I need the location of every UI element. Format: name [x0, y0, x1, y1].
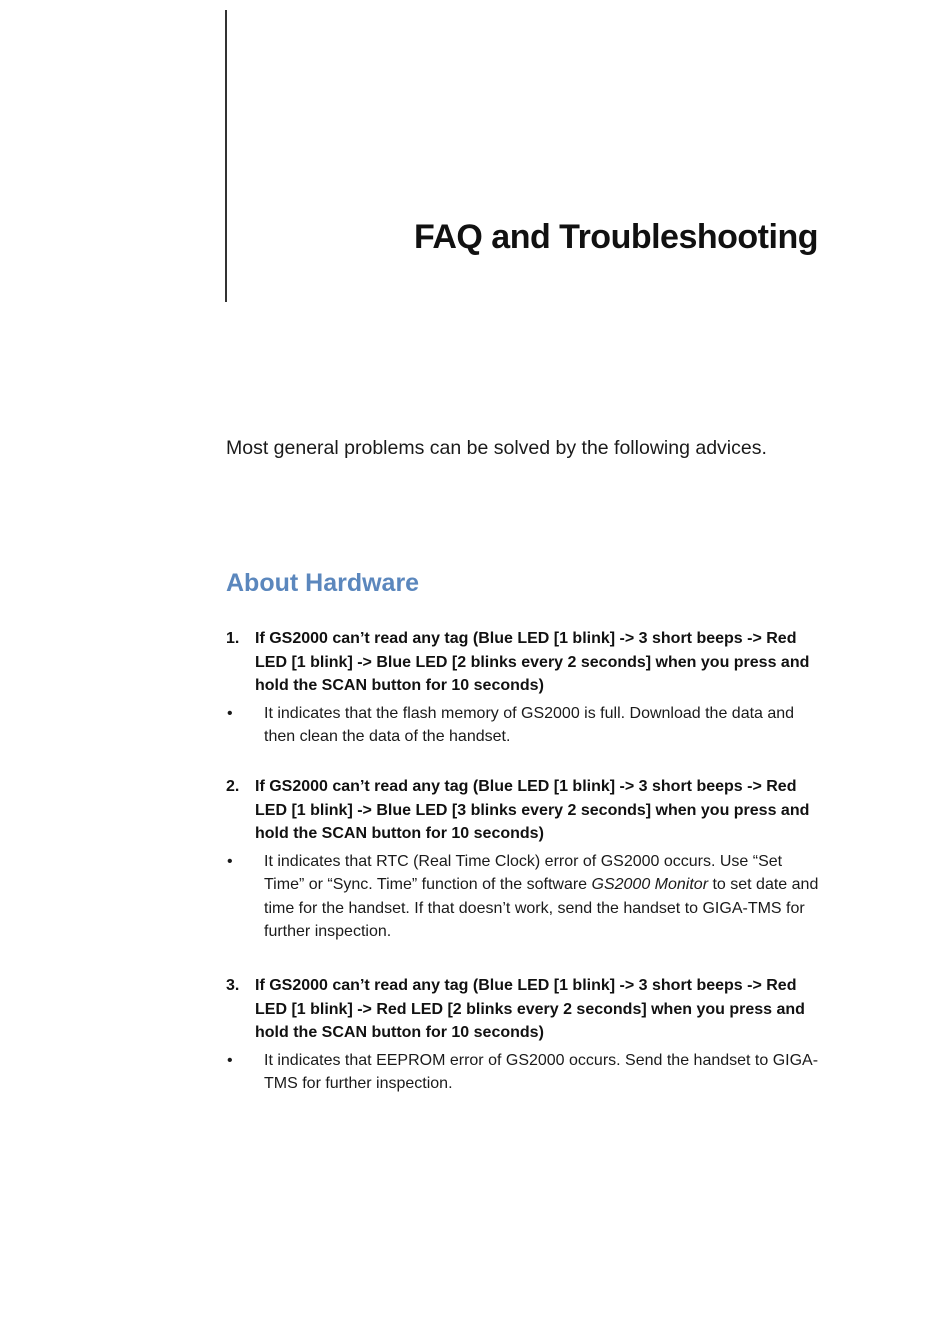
answer-text: It indicates that EEPROM error of GS2000 occurs. Send the handset to GIGA-TMS for further inspection.: [264, 1051, 819, 1092]
item-number: 1.: [226, 630, 240, 647]
vertical-rule: [225, 10, 227, 302]
faq-question-1: [226, 627, 826, 698]
intro-paragraph: Most general problems can be solved by the following advices.: [226, 437, 767, 459]
answer-text-after: to set date and time for the handset. If that doesn’t work, send the handset to GIGA-TMS for further inspection.: [264, 876, 819, 940]
faq-answer-3: [226, 1049, 826, 1096]
bullet-icon: •: [227, 704, 233, 722]
faq-item-2: [226, 775, 826, 944]
bullet-icon: •: [227, 1051, 233, 1069]
question-text: If GS2000 can’t read any tag (Blue LED [1 blink] -> 3 short beeps -> Red LED [1 blink] -> Blue LED [3 blinks every 2 seconds] when you press and hold the SCAN button for 10 seconds): [255, 778, 810, 842]
bullet-icon: •: [227, 852, 233, 870]
faq-item-1: [226, 627, 826, 749]
question-text: If GS2000 can’t read any tag (Blue LED [1 blink] -> 3 short beeps -> Red LED [1 blink] -> Blue LED [2 blinks every 2 seconds] when you press and hold the SCAN button for 10 seconds): [255, 630, 810, 694]
faq-item-3: [226, 974, 826, 1096]
faq-question-3: [226, 974, 826, 1045]
software-name: GS2000 Monitor: [591, 876, 709, 893]
page-title: FAQ and Troubleshooting: [413, 218, 818, 256]
faq-answer-1: [226, 702, 826, 749]
item-number: 2.: [226, 778, 240, 795]
answer-text: It indicates that the flash memory of GS2000 is full. Download the data and then clean the data of the handset.: [264, 704, 795, 745]
section-heading-hardware: About Hardware: [226, 569, 420, 597]
faq-question-2: [226, 775, 826, 846]
faq-answer-2: [226, 850, 826, 944]
item-number: 3.: [226, 977, 240, 994]
question-text: If GS2000 can’t read any tag (Blue LED [1 blink] -> 3 short beeps -> Red LED [1 blink] -> Red LED [2 blinks every 2 seconds] when you press and hold the SCAN button for 10 seconds): [255, 977, 805, 1041]
answer-text-before: It indicates that RTC (Real Time Clock) error of GS2000 occurs. Use “Set Time” or “Sync. Time” function of the software: [264, 852, 783, 893]
